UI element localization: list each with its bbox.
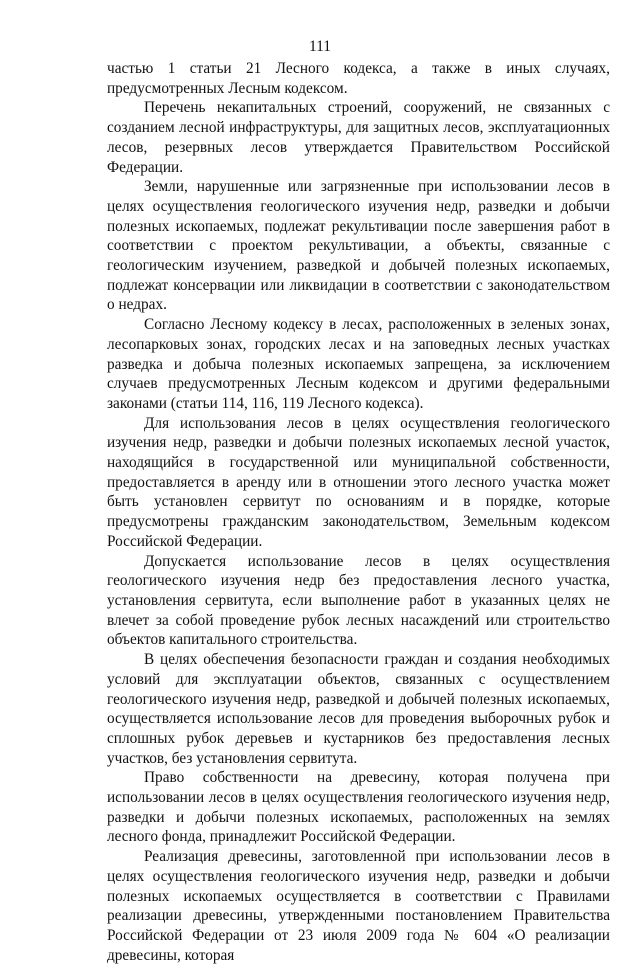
paragraph: Земли, нарушенные или загрязненные при использовании лесов в целях осуществления геологического изучения недр, разведки и добычи полезных ископаемых, подлежат рекультивации после завершения работ в соответствии с проектом рекультивации, а объекты, связанные с геологическим изучением, разведкой и добычей полезных ископаемых, подлежат консервации или ликвидации в соответствии с законодательством о недрах.	[107, 178, 610, 314]
paragraph: Право собственности на древесину, которая получена при использовании лесов в целях осуществления геологического изучения недр, разведки и добычи полезных ископаемых, расположенных на землях лесного фонда, принадлежит Российской Федерации.	[107, 769, 610, 846]
document-body	[107, 59, 610, 965]
paragraph: Перечень некапитальных строений, сооружений, не связанных с созданием лесной инфраструктуры, для защитных лесов, эксплуатационных лесов, резервных лесов утверждается Правительством Российской Федерации.	[107, 99, 610, 176]
paragraph: В целях обеспечения безопасности граждан и создания необходимых условий для эксплуатации объектов, связанных с осуществлением геологического изучения недр, разведкой и добычей полезных ископаемых, осуществляется использование лесов для проведения выборочных рубок и сплошных рубок деревьев и кустарников без предоставления лесных участков, без установления сервитута.	[107, 651, 610, 767]
paragraph: Реализация древесины, заготовленной при использовании лесов в целях осуществления геологического изучения недр, разведки и добычи полезных ископаемых осуществляется в соответствии с Правилами реализации древесины, утвержденными постановлением Правительства Российской Федерации от 23 июля 2009 года № 604 «О реализации древесины, которая	[107, 848, 610, 964]
page-number: 111	[308, 38, 332, 55]
paragraph-continuation: частью 1 статьи 21 Лесного кодекса, а также в иных случаях, предусмотренных Лесным кодексом.	[107, 60, 610, 97]
paragraph: Допускается использование лесов в целях осуществления геологического изучения недр без предоставления лесного участка, установления сервитута, если выполнение работ в указанных целях не влечет за собой проведение рубок лесных насаждений или строительство объектов капитального строительства.	[107, 552, 610, 649]
paragraph: Для использования лесов в целях осуществления геологического изучения недр, разведки и добычи полезных ископаемых лесной участок, находящийся в государственной или муниципальной собственности, предоставляется в аренду или в отношении этого лесного участка может быть установлен сервитут по основаниям и в порядке, которые предусмотрены гражданским законодательством, Земельным кодексом Российской Федерации.	[107, 414, 610, 550]
paragraph: Согласно Лесному кодексу в лесах, расположенных в зеленых зонах, лесопарковых зонах, городских лесах и на заповедных лесных участках разведка и добыча полезных ископаемых запрещена, за исключением случаев предусмотренных Лесным кодексом и другими федеральными законами (статьи 114, 116, 119 Лесного кодекса).	[107, 316, 610, 412]
